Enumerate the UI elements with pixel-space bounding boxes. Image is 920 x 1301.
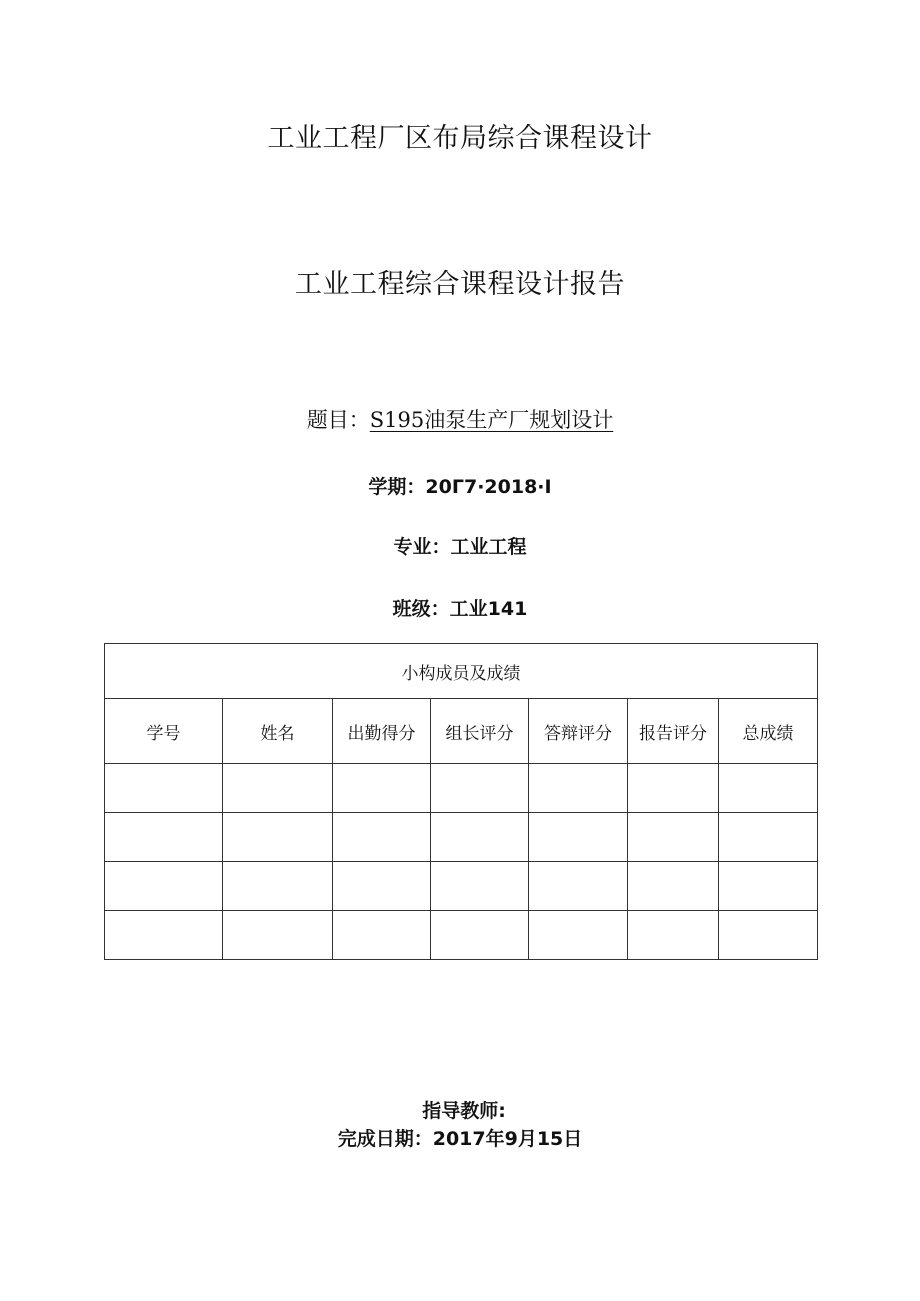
term-value: 20Г7·2018·I <box>425 476 552 498</box>
table-row <box>105 862 818 911</box>
table-header-row <box>105 699 818 764</box>
table-cell <box>719 862 818 911</box>
column-header-defense-score: 答辩评分 <box>529 699 628 764</box>
table-cell <box>223 813 333 862</box>
table-cell <box>223 862 333 911</box>
document-main-title: 工业工程厂区布局综合课程设计 <box>267 123 653 154</box>
report-title: 工业工程综合课程设计报告 <box>295 269 625 300</box>
table-cell <box>529 911 628 960</box>
table-cell <box>223 764 333 813</box>
table-cell <box>431 813 529 862</box>
table-cell <box>719 911 818 960</box>
table-cell <box>628 764 719 813</box>
table-cell <box>719 764 818 813</box>
table-caption: 小构成员及成绩 <box>105 644 818 699</box>
table-cell <box>628 862 719 911</box>
table-cell <box>431 764 529 813</box>
column-header-name: 姓名 <box>223 699 333 764</box>
table-cell <box>529 862 628 911</box>
table-cell <box>333 911 431 960</box>
class-value: 工业141 <box>449 598 528 620</box>
table-cell <box>431 911 529 960</box>
major-value: 工业工程 <box>450 536 527 558</box>
table-cell <box>105 813 223 862</box>
table-cell <box>223 911 333 960</box>
term-label: 学期： <box>368 476 426 498</box>
column-header-attendance-score: 出勤得分 <box>333 699 431 764</box>
table-cell <box>105 911 223 960</box>
column-header-total-score: 总成绩 <box>719 699 818 764</box>
column-header-student-id: 学号 <box>105 699 223 764</box>
term-line <box>0 472 920 499</box>
table-cell <box>333 813 431 862</box>
table-caption-row <box>105 644 818 699</box>
class-line <box>0 594 920 621</box>
class-label: 班级： <box>392 598 450 620</box>
table-row <box>105 813 818 862</box>
table-cell <box>431 862 529 911</box>
table-cell <box>719 813 818 862</box>
topic-line <box>0 404 920 434</box>
major-label: 专业： <box>393 536 451 558</box>
column-header-leader-score: 组长评分 <box>431 699 529 764</box>
table-cell <box>529 813 628 862</box>
table-cell <box>105 862 223 911</box>
completion-date-line <box>0 1124 920 1151</box>
table-row <box>105 911 818 960</box>
table-cell <box>628 813 719 862</box>
table-cell <box>333 764 431 813</box>
date-value: 2017年9月15日 <box>432 1128 583 1150</box>
topic-label: 题目： <box>306 408 370 432</box>
column-header-report-score: 报告评分 <box>628 699 719 764</box>
topic-value: S195油泵生产厂规划设计 <box>369 408 614 432</box>
date-label: 完成日期： <box>337 1128 433 1150</box>
table-cell <box>628 911 719 960</box>
member-score-table <box>104 643 818 960</box>
advisor-line <box>0 1096 920 1123</box>
advisor-label: 指导教师: <box>422 1100 506 1122</box>
table-cell <box>333 862 431 911</box>
table-cell <box>529 764 628 813</box>
major-line <box>0 532 920 559</box>
table-cell <box>105 764 223 813</box>
table-row <box>105 764 818 813</box>
